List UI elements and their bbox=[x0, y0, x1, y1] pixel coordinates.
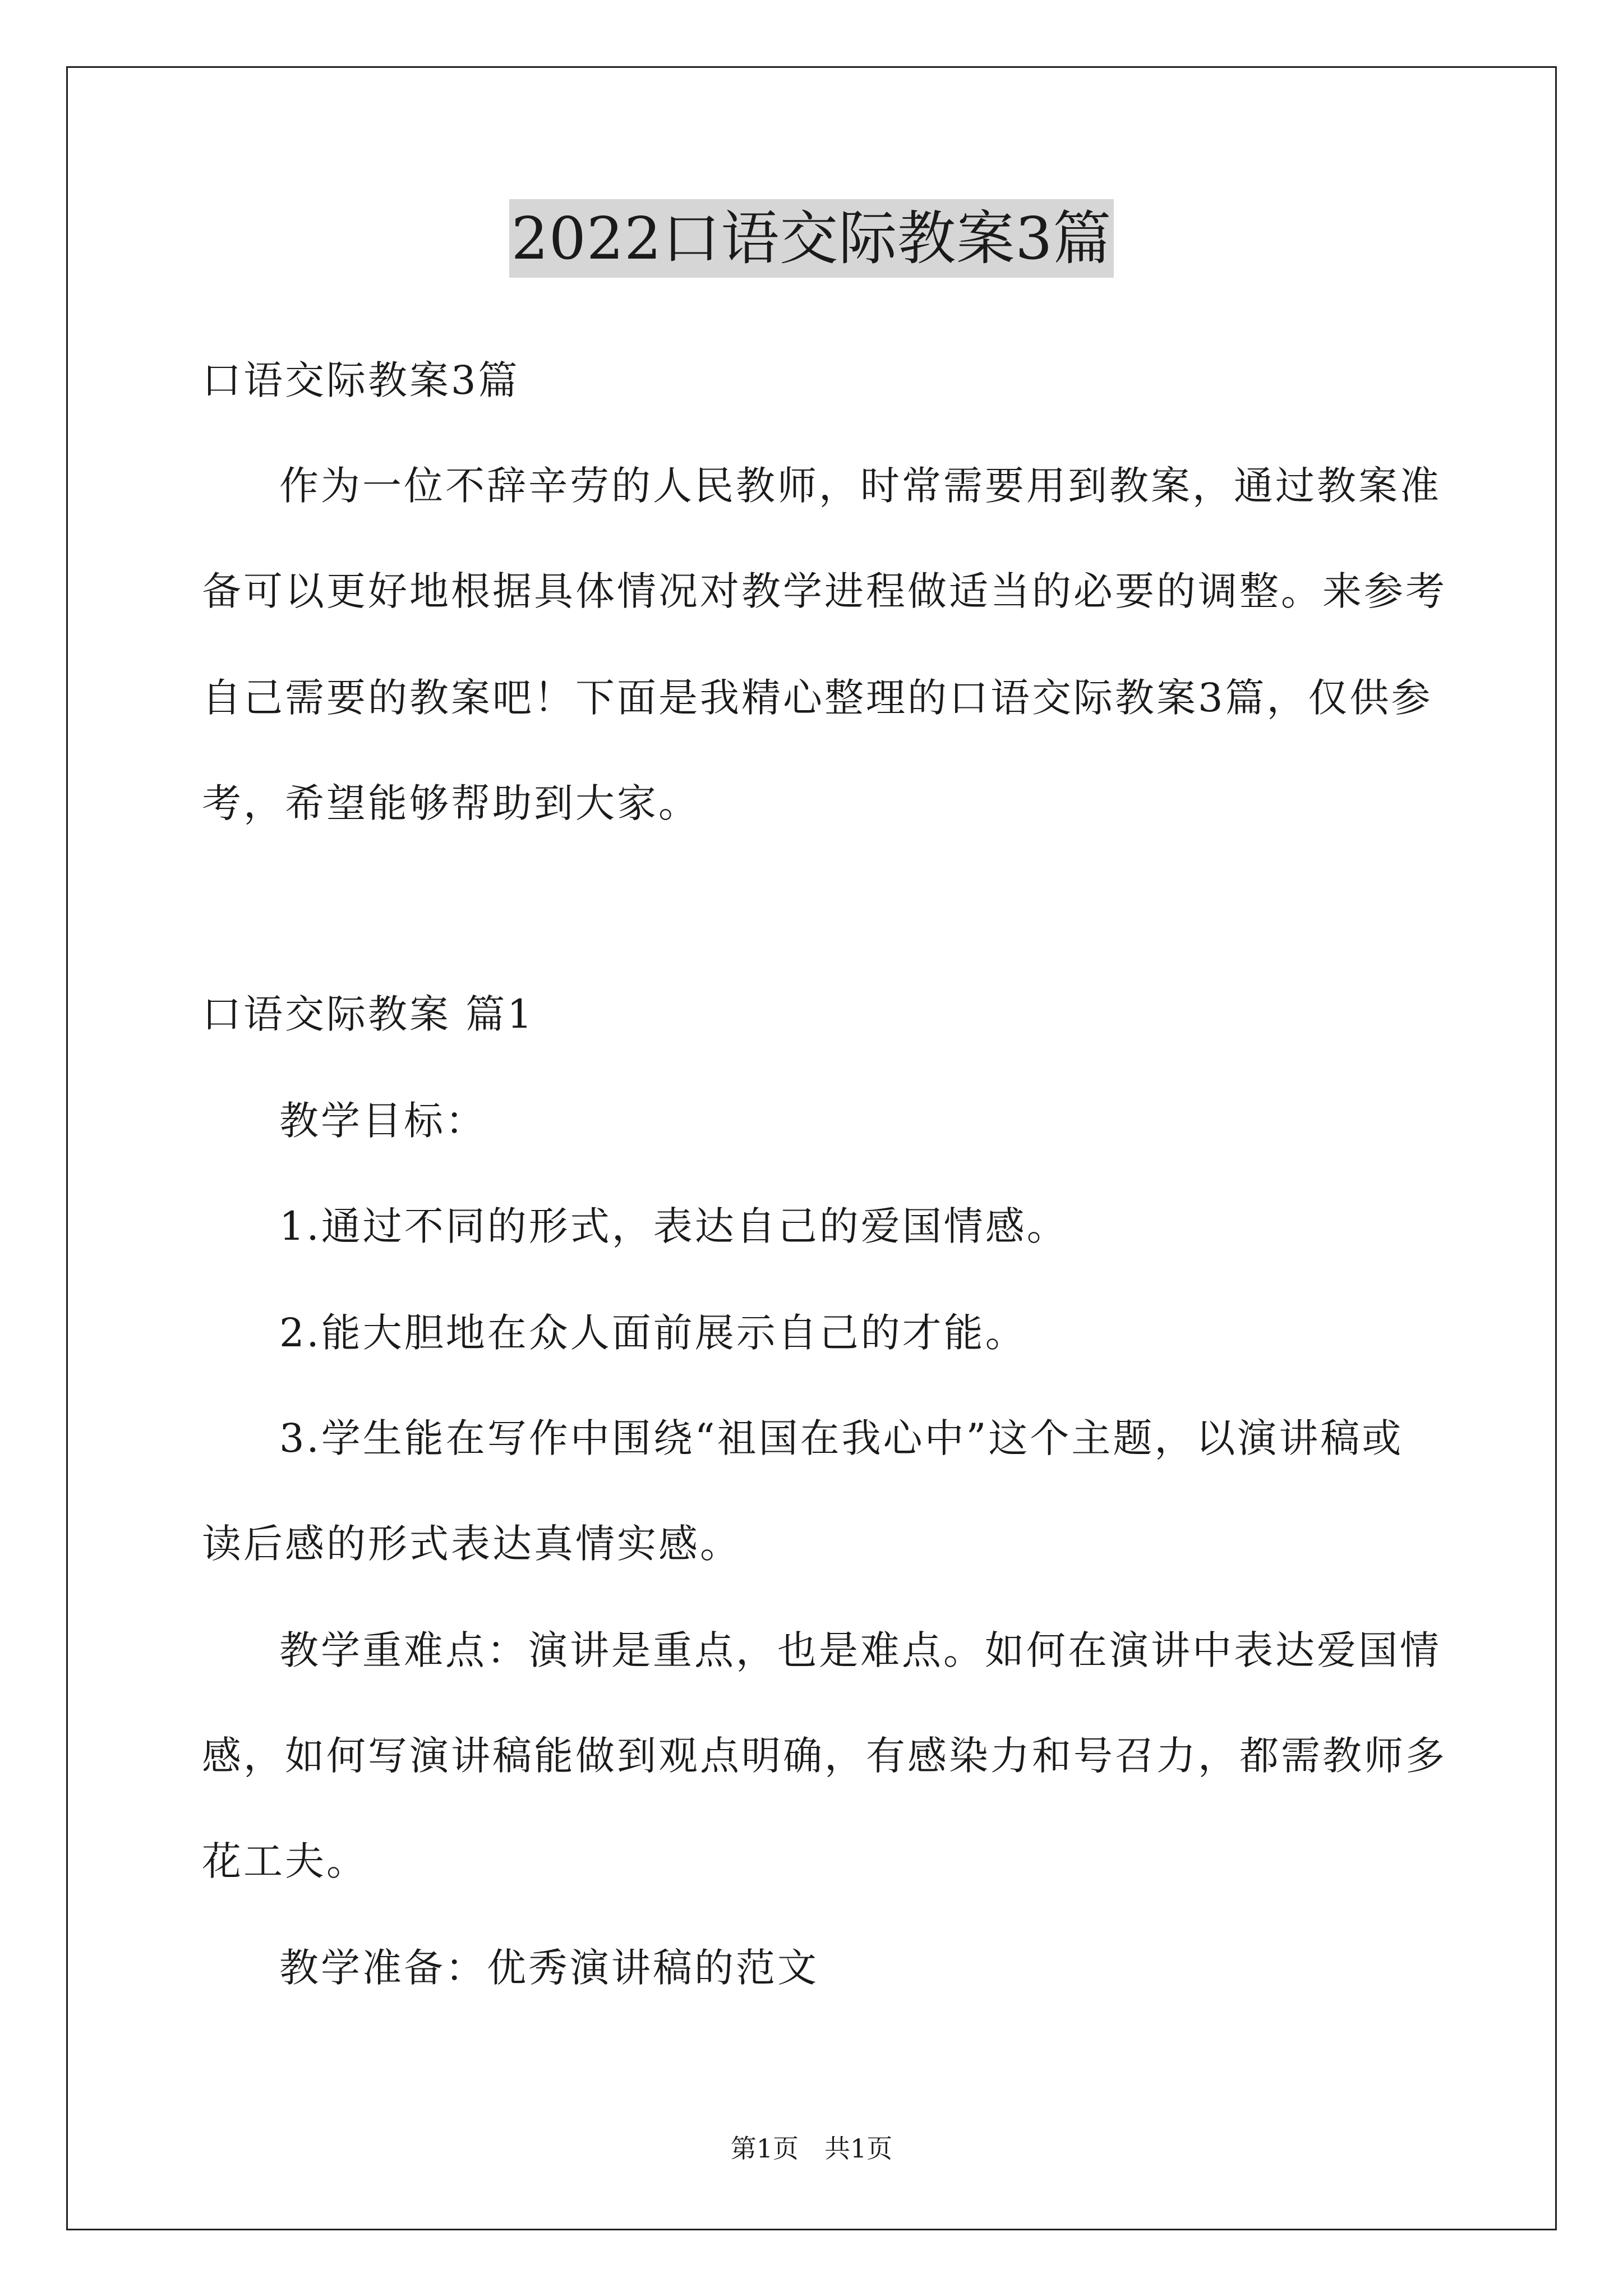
document-title: 2022口语交际教案3篇 bbox=[509, 199, 1114, 278]
intro-line-1: 作为一位不辞辛劳的人民教师，时常需要用到教案，通过教案准 bbox=[279, 463, 1441, 509]
difficulty-line-1: 教学重难点：演讲是重点，也是难点。如何在演讲中表达爱国情 bbox=[279, 1627, 1441, 1673]
page-number: 第1页 共1页 bbox=[730, 2133, 893, 2164]
preparation-line: 教学准备：优秀演讲稿的范文 bbox=[279, 1945, 819, 1991]
document-subtitle: 口语交际教案3篇 bbox=[202, 357, 520, 403]
intro-line-2: 备可以更好地根据具体情况对教学进程做适当的必要的调整。来参考 bbox=[202, 568, 1447, 614]
objective-3-continued: 读后感的形式表达真情实感。 bbox=[202, 1521, 741, 1567]
title-container bbox=[0, 199, 1623, 278]
objective-2: 2.能大胆地在众人面前展示自己的才能。 bbox=[279, 1310, 1027, 1356]
intro-line-4: 考，希望能够帮助到大家。 bbox=[202, 780, 700, 826]
difficulty-line-2: 感，如何写演讲稿能做到观点明确，有感染力和号召力，都需教师多 bbox=[202, 1733, 1447, 1779]
section-heading: 口语交际教案 篇1 bbox=[202, 991, 534, 1037]
difficulty-line-3: 花工夫。 bbox=[202, 1838, 368, 1884]
objectives-label: 教学目标： bbox=[279, 1098, 487, 1144]
intro-line-3: 自己需要的教案吧！下面是我精心整理的口语交际教案3篇，仅供参 bbox=[202, 675, 1433, 721]
objective-1: 1.通过不同的形式，表达自己的爱国情感。 bbox=[279, 1203, 1068, 1249]
objective-3: 3.学生能在写作中围绕“祖国在我心中”这个主题，以演讲稿或 bbox=[279, 1415, 1404, 1461]
